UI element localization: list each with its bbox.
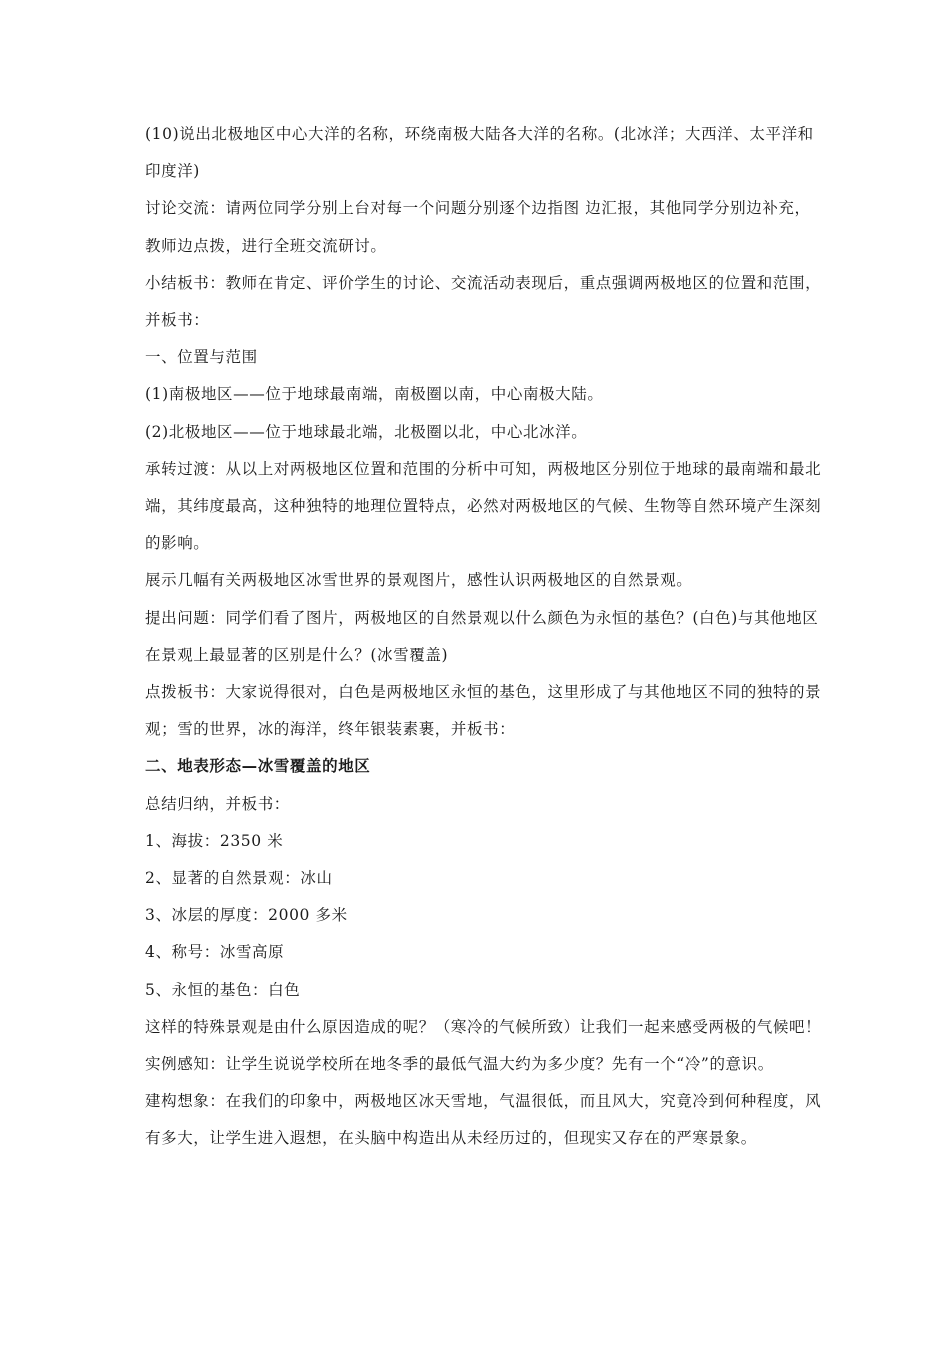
list-item-ice-thickness: 3、冰层的厚度：2000 多米: [145, 906, 348, 925]
paragraph-conclusion: 总结归纳，并板书：: [145, 794, 290, 813]
document-body: [145, 116, 825, 1158]
paragraph-show-pictures: 展示几幅有关两极地区冰雪世界的景观图片，感性认识两极地区的自然景观。: [145, 571, 693, 590]
paragraph-imagination: 建构想象：在我们的印象中，两极地区冰天雪地，气温很低，而且风大，究竟冷到何种程度，风有多大，让学生进入遐想，在头脑中构造出从未经历过的，但现实又存在的严寒景象。: [145, 1092, 822, 1148]
list-item-landscape: 2、显著的自然景观：冰山: [145, 869, 333, 888]
item-arctic: (2)北极地区——位于地球最北端，北极圈以北，中心北冰洋。: [145, 422, 588, 441]
list-item-altitude: 1、海拔：2350 米: [145, 831, 284, 850]
list-item-title: 4、称号：冰雪高原: [145, 943, 285, 962]
paragraph-discussion: 讨论交流：请两位同学分别上台对每一个问题分别逐个边指图 边汇报，其他同学分别边补充，教师边点拨，进行全班交流研讨。: [145, 199, 811, 255]
paragraph-summary-board: 小结板书：教师在肯定、评价学生的讨论、交流活动表现后，重点强调两极地区的位置和范围，并板书：: [145, 273, 822, 330]
item-antarctic: (1)南极地区——位于地球最南端，南极圈以南，中心南极大陆。: [145, 385, 604, 404]
paragraph-example: 实例感知：让学生说说学校所在地冬季的最低气温大约为多少度？先有一个“冷”的意识。: [145, 1055, 774, 1074]
paragraph-question: 提出问题：同学们看了图片，两极地区的自然景观以什么颜色为永恒的基色？(白色)与其他地区在景观上最显著的区别是什么？(冰雪覆盖): [145, 608, 819, 664]
heading-landform: 二、地表形态—冰雪覆盖的地区: [145, 757, 371, 776]
heading-location-range: 一、位置与范围: [145, 348, 258, 367]
paragraph-cause: 这样的特殊景观是由什么原因造成的呢？（寒冷的气候所致）让我们一起来感受两极的气候吧！: [145, 1017, 822, 1036]
paragraph-guidance: 点拨板书：大家说得很对，白色是两极地区永恒的基色，这里形成了与其他地区不同的独特的景观；雪的世界，冰的海洋，终年银装素裹，并板书：: [145, 683, 822, 739]
paragraph-oceans-question: (10)说出北极地区中心大洋的名称，环绕南极大陆各大洋的名称。(北冰洋；大西洋、太平洋和印度洋): [145, 125, 814, 181]
list-item-base-color: 5、永恒的基色：白色: [145, 980, 301, 999]
paragraph-transition: 承转过渡：从以上对两极地区位置和范围的分析中可知，两极地区分别位于地球的最南端和最北端，其纬度最高，这种独特的地理位置特点，必然对两极地区的气候、生物等自然环境产生深刻的影响。: [145, 459, 822, 553]
